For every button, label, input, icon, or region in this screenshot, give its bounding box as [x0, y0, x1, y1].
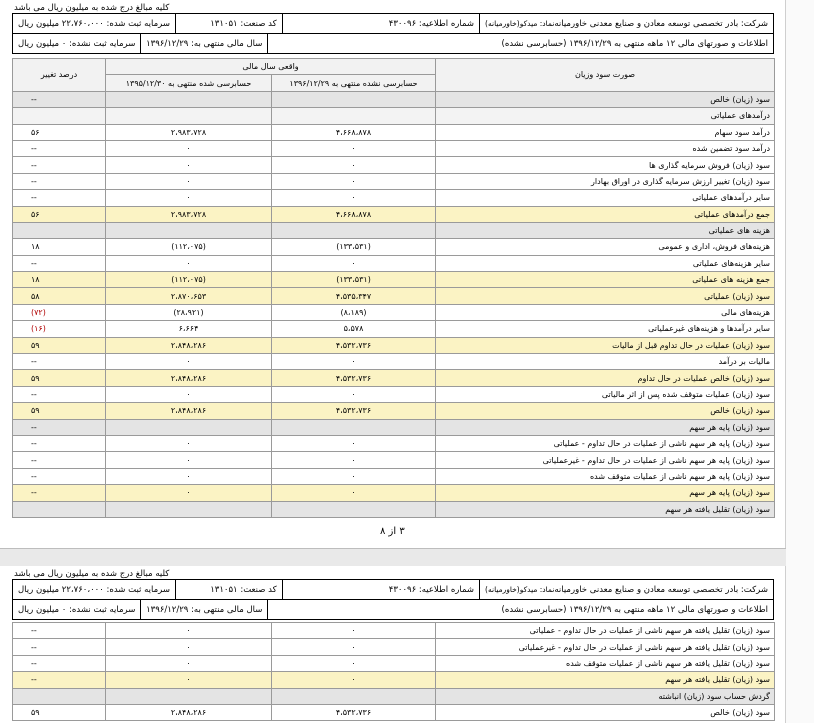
- change-percent: --: [13, 655, 106, 671]
- table-row: [13, 452, 775, 468]
- table-row: [13, 124, 775, 140]
- registered-capital: سرمایه ثبت شده: ۲۲،۷۶۰،۰۰۰ میلیون ریال: [18, 18, 170, 29]
- table-row: [13, 173, 775, 189]
- table-row: [13, 655, 775, 671]
- change-percent: (۷۲): [13, 304, 106, 320]
- table-row: [13, 140, 775, 156]
- value-1396: [272, 419, 436, 435]
- change-percent: --: [13, 623, 106, 639]
- table-row: [13, 304, 775, 320]
- change-percent: [13, 222, 106, 238]
- row-label: سایر هزینه‌های عملیاتی: [436, 255, 775, 271]
- value-1396: ۰: [272, 255, 436, 271]
- value-1395: ۲،۸۴۸،۲۸۶: [106, 337, 272, 353]
- value-1396: ۴،۵۳۲،۷۳۶: [272, 337, 436, 353]
- value-1396: (۸،۱۸۹): [272, 304, 436, 320]
- table-row: [13, 354, 775, 370]
- change-percent: --: [13, 485, 106, 501]
- value-1395: [106, 419, 272, 435]
- value-1396: ۰: [272, 140, 436, 156]
- value-1395: ۰: [106, 354, 272, 370]
- table-row: [13, 206, 775, 222]
- industry-code: کد صنعت: ۱۳۱۰۵۱: [175, 14, 282, 33]
- row-label: مالیات بر درآمد: [436, 354, 775, 370]
- value-1396: [272, 222, 436, 238]
- change-percent: --: [13, 91, 106, 107]
- row-label: درآمد سود تضمین شده: [436, 140, 775, 156]
- row-label: سود (زیان) خالص: [436, 403, 775, 419]
- viewer-scroll-gutter: [786, 0, 814, 723]
- row-label: درآمد سود سهام: [436, 124, 775, 140]
- value-1395: ۶،۶۶۴: [106, 321, 272, 337]
- value-1396: ۰: [272, 173, 436, 189]
- value-1396: ۰: [272, 435, 436, 451]
- change-percent: [13, 501, 106, 517]
- table-row: [13, 688, 775, 704]
- value-1395: ۰: [106, 452, 272, 468]
- row-label: هزینه‌های مالی: [436, 304, 775, 320]
- change-percent: --: [13, 157, 106, 173]
- change-percent: --: [13, 140, 106, 156]
- table-row: [13, 239, 775, 255]
- company-name: شرکت: بادر تخصصی توسعه معادن و صنایع معدنی خاورمیانه: [554, 18, 768, 29]
- row-label: سود (زیان) تقلیل یافته هر سهم: [436, 501, 775, 517]
- value-1396: ۴،۵۳۲،۷۳۶: [272, 704, 436, 720]
- value-1395: ۰: [106, 639, 272, 655]
- value-1396: ۴،۵۳۲،۷۳۶: [272, 370, 436, 386]
- value-1395: ۰: [106, 386, 272, 402]
- change-percent: (۱۶): [13, 321, 106, 337]
- change-percent: --: [13, 452, 106, 468]
- table-row: [13, 485, 775, 501]
- change-percent: --: [13, 354, 106, 370]
- table-row: [13, 435, 775, 451]
- row-label: سود (زیان) پایه هر سهم ناشی از عملیات در حال تداوم - عملیاتی: [436, 435, 775, 451]
- header-audited-1395: حسابرسی شده منتهی به ۱۳۹۵/۱۲/۳۰: [106, 75, 272, 91]
- change-percent: ۱۸: [13, 239, 106, 255]
- table-row: [13, 108, 775, 124]
- value-1396: [272, 91, 436, 107]
- change-percent: ۵۹: [13, 337, 106, 353]
- registered-capital-2: سرمایه ثبت شده: ۲۲،۷۶۰،۰۰۰ میلیون ریال: [18, 584, 170, 595]
- value-1395: ۲،۹۸۳،۷۲۸: [106, 124, 272, 140]
- change-percent: ۱۸: [13, 272, 106, 288]
- row-label: سود (زیان) خالص: [436, 704, 775, 720]
- header-item: صورت سود وزیان: [436, 59, 775, 92]
- value-1396: ۰: [272, 468, 436, 484]
- income-statement-table-continued: [12, 622, 775, 721]
- table-row: [13, 255, 775, 271]
- row-label: سود (زیان) پایه هر سهم ناشی از عملیات در حال تداوم - غیرعملیاتی: [436, 452, 775, 468]
- value-1395: (۱۱۲،۰۷۵): [106, 239, 272, 255]
- unregistered-capital: سرمایه ثبت نشده: ۰ میلیون ریال: [18, 38, 136, 49]
- row-label: سود (زیان) خالص عملیات در حال تداوم: [436, 370, 775, 386]
- table-row: [13, 222, 775, 238]
- value-1395: ۲،۸۷۰،۶۵۳: [106, 288, 272, 304]
- value-1395: (۲۸،۹۲۱): [106, 304, 272, 320]
- row-label: سود (زیان) خالص: [436, 91, 775, 107]
- amount-unit-note: کلیه مبالغ درج شده به میلیون ریال می باشد: [14, 3, 170, 13]
- table-row: [13, 672, 775, 688]
- company-name-2: شرکت: بادر تخصصی توسعه معادن و صنایع معدنی خاورمیانه: [554, 584, 768, 595]
- value-1395: ۲،۸۴۸،۲۸۶: [106, 704, 272, 720]
- report-info-2: اطلاعات و صورتهای مالی ۱۲ ماهه منتهی به ۱۳۹۶/۱۲/۲۹ (حسابرسی نشده): [267, 600, 773, 619]
- table-row: [13, 704, 775, 720]
- value-1395: [106, 91, 272, 107]
- table-row: [13, 272, 775, 288]
- value-1395: ۰: [106, 173, 272, 189]
- change-percent: ۵۶: [13, 124, 106, 140]
- table-row: [13, 288, 775, 304]
- change-percent: ۵۸: [13, 288, 106, 304]
- change-percent: --: [13, 255, 106, 271]
- value-1396: [272, 688, 436, 704]
- fiscal-year: سال مالی منتهی به: ۱۳۹۶/۱۲/۲۹: [140, 34, 267, 53]
- table-row: [13, 370, 775, 386]
- company-symbol: نماد: میدکو(خاورمیانه): [485, 19, 555, 28]
- value-1396: ۴،۶۶۸،۸۷۸: [272, 206, 436, 222]
- value-1396: ۰: [272, 157, 436, 173]
- page-separator: [0, 548, 814, 568]
- change-percent: ۵۹: [13, 403, 106, 419]
- company-cell-2: [479, 580, 773, 599]
- page-number: ۳ از ۸: [380, 526, 405, 537]
- row-label: سود (زیان) عملیات متوقف شده پس از اثر مالیاتی: [436, 386, 775, 402]
- value-1396: (۱۳۳،۵۳۱): [272, 239, 436, 255]
- value-1396: ۰: [272, 672, 436, 688]
- value-1395: ۲،۸۴۸،۲۸۶: [106, 403, 272, 419]
- row-label: سود (زیان) پایه هر سهم ناشی از عملیات متوقف شده: [436, 468, 775, 484]
- change-percent: --: [13, 419, 106, 435]
- industry-code-2: کد صنعت: ۱۳۱۰۵۱: [175, 580, 282, 599]
- change-percent: --: [13, 173, 106, 189]
- table-row: [13, 419, 775, 435]
- report-info: اطلاعات و صورتهای مالی ۱۲ ماهه منتهی به ۱۳۹۶/۱۲/۲۹ (حسابرسی نشده): [267, 34, 773, 53]
- row-label: سود (زیان) تغییر ارزش سرمایه گذاری در اوراق بهادار: [436, 173, 775, 189]
- value-1396: ۰: [272, 655, 436, 671]
- fiscal-year-2: سال مالی منتهی به: ۱۳۹۶/۱۲/۲۹: [140, 600, 267, 619]
- row-label: سایر درآمدها و هزینه‌های غیرعملیاتی: [436, 321, 775, 337]
- value-1395: ۲،۹۸۳،۷۲۸: [106, 206, 272, 222]
- row-label: درآمدهای عملیاتی: [436, 108, 775, 124]
- report-header: [12, 13, 774, 54]
- value-1395: ۰: [106, 485, 272, 501]
- value-1395: [106, 108, 272, 124]
- value-1395: (۱۱۲،۰۷۵): [106, 272, 272, 288]
- change-percent: --: [13, 435, 106, 451]
- value-1396: ۴،۶۶۸،۸۷۸: [272, 124, 436, 140]
- company-cell: [479, 14, 773, 33]
- table-row: [13, 91, 775, 107]
- change-percent: ۵۹: [13, 704, 106, 720]
- row-label: سایر درآمدهای عملیاتی: [436, 190, 775, 206]
- header-actual: واقعی سال مالی: [106, 59, 436, 75]
- value-1395: ۰: [106, 157, 272, 173]
- table-row: [13, 623, 775, 639]
- change-percent: [13, 688, 106, 704]
- row-label: سود (زیان) تقلیل یافته هر سهم ناشی از عملیات در حال تداوم - عملیاتی: [436, 623, 775, 639]
- change-percent: ۵۹: [13, 370, 106, 386]
- unregistered-capital-2: سرمایه ثبت نشده: ۰ میلیون ریال: [18, 604, 136, 615]
- row-label: سود (زیان) تقلیل یافته هر سهم ناشی از عملیات در حال تداوم - غیرعملیاتی: [436, 639, 775, 655]
- table-row: [13, 157, 775, 173]
- report-number-2: شماره اطلاعیه: ۴۳۰۰۹۶: [282, 580, 479, 599]
- income-statement-table: [12, 58, 775, 518]
- change-percent: --: [13, 190, 106, 206]
- change-percent: --: [13, 639, 106, 655]
- row-label: جمع هزینه های عملیاتی: [436, 272, 775, 288]
- value-1395: [106, 688, 272, 704]
- value-1395: [106, 501, 272, 517]
- company-symbol-2: نماد: میدکو(خاورمیانه): [485, 585, 555, 594]
- report-number: شماره اطلاعیه: ۴۳۰۰۹۶: [282, 14, 479, 33]
- value-1395: [106, 222, 272, 238]
- value-1396: ۰: [272, 623, 436, 639]
- amount-unit-note-2: کلیه مبالغ درج شده به میلیون ریال می باشد: [14, 569, 170, 579]
- value-1396: ۰: [272, 190, 436, 206]
- change-percent: [13, 108, 106, 124]
- row-label: سود (زیان) تقلیل یافته هر سهم: [436, 672, 775, 688]
- value-1396: ۰: [272, 354, 436, 370]
- row-label: سود (زیان) پایه هر سهم: [436, 485, 775, 501]
- row-label: سود (زیان) عملیات در حال تداوم قبل از مالیات: [436, 337, 775, 353]
- value-1395: ۰: [106, 623, 272, 639]
- table-row: [13, 321, 775, 337]
- row-label: سود (زیان) تقلیل یافته هر سهم ناشی از عملیات متوقف شده: [436, 655, 775, 671]
- row-label: جمع درآمدهای عملیاتی: [436, 206, 775, 222]
- value-1395: ۰: [106, 435, 272, 451]
- value-1396: ۰: [272, 386, 436, 402]
- value-1396: [272, 501, 436, 517]
- value-1396: ۰: [272, 485, 436, 501]
- value-1396: (۱۳۳،۵۳۱): [272, 272, 436, 288]
- row-label: گردش حساب سود (زیان) انباشته: [436, 688, 775, 704]
- value-1396: ۴،۵۳۲،۷۳۶: [272, 403, 436, 419]
- table-row: [13, 639, 775, 655]
- report-header-2: [12, 579, 774, 620]
- value-1396: [272, 108, 436, 124]
- report-page-2: [0, 566, 786, 723]
- value-1395: ۰: [106, 140, 272, 156]
- change-percent: --: [13, 386, 106, 402]
- value-1396: ۰: [272, 452, 436, 468]
- value-1395: ۰: [106, 672, 272, 688]
- change-percent: ۵۶: [13, 206, 106, 222]
- header-audited-1396: حسابرسی نشده منتهی به ۱۳۹۶/۱۲/۲۹: [272, 75, 436, 91]
- header-change: درصد تغییر: [13, 59, 106, 92]
- value-1396: ۴،۵۳۵،۳۴۷: [272, 288, 436, 304]
- row-label: هزینه های عملیاتی: [436, 222, 775, 238]
- value-1395: ۰: [106, 255, 272, 271]
- table-row: [13, 190, 775, 206]
- row-label: سود (زیان) عملیاتی: [436, 288, 775, 304]
- value-1396: ۰: [272, 639, 436, 655]
- value-1395: ۰: [106, 468, 272, 484]
- table-row: [13, 386, 775, 402]
- table-row: [13, 403, 775, 419]
- table-row: [13, 337, 775, 353]
- value-1396: ۵،۵۷۸: [272, 321, 436, 337]
- row-label: سود (زیان) فروش سرمایه گذاری ها: [436, 157, 775, 173]
- value-1395: ۰: [106, 655, 272, 671]
- row-label: هزینه‌های فروش، اداری و عمومی: [436, 239, 775, 255]
- value-1395: ۲،۸۴۸،۲۸۶: [106, 370, 272, 386]
- table-row: [13, 501, 775, 517]
- change-percent: --: [13, 672, 106, 688]
- value-1395: ۰: [106, 190, 272, 206]
- row-label: سود (زیان) پایه هر سهم: [436, 419, 775, 435]
- change-percent: --: [13, 468, 106, 484]
- table-row: [13, 468, 775, 484]
